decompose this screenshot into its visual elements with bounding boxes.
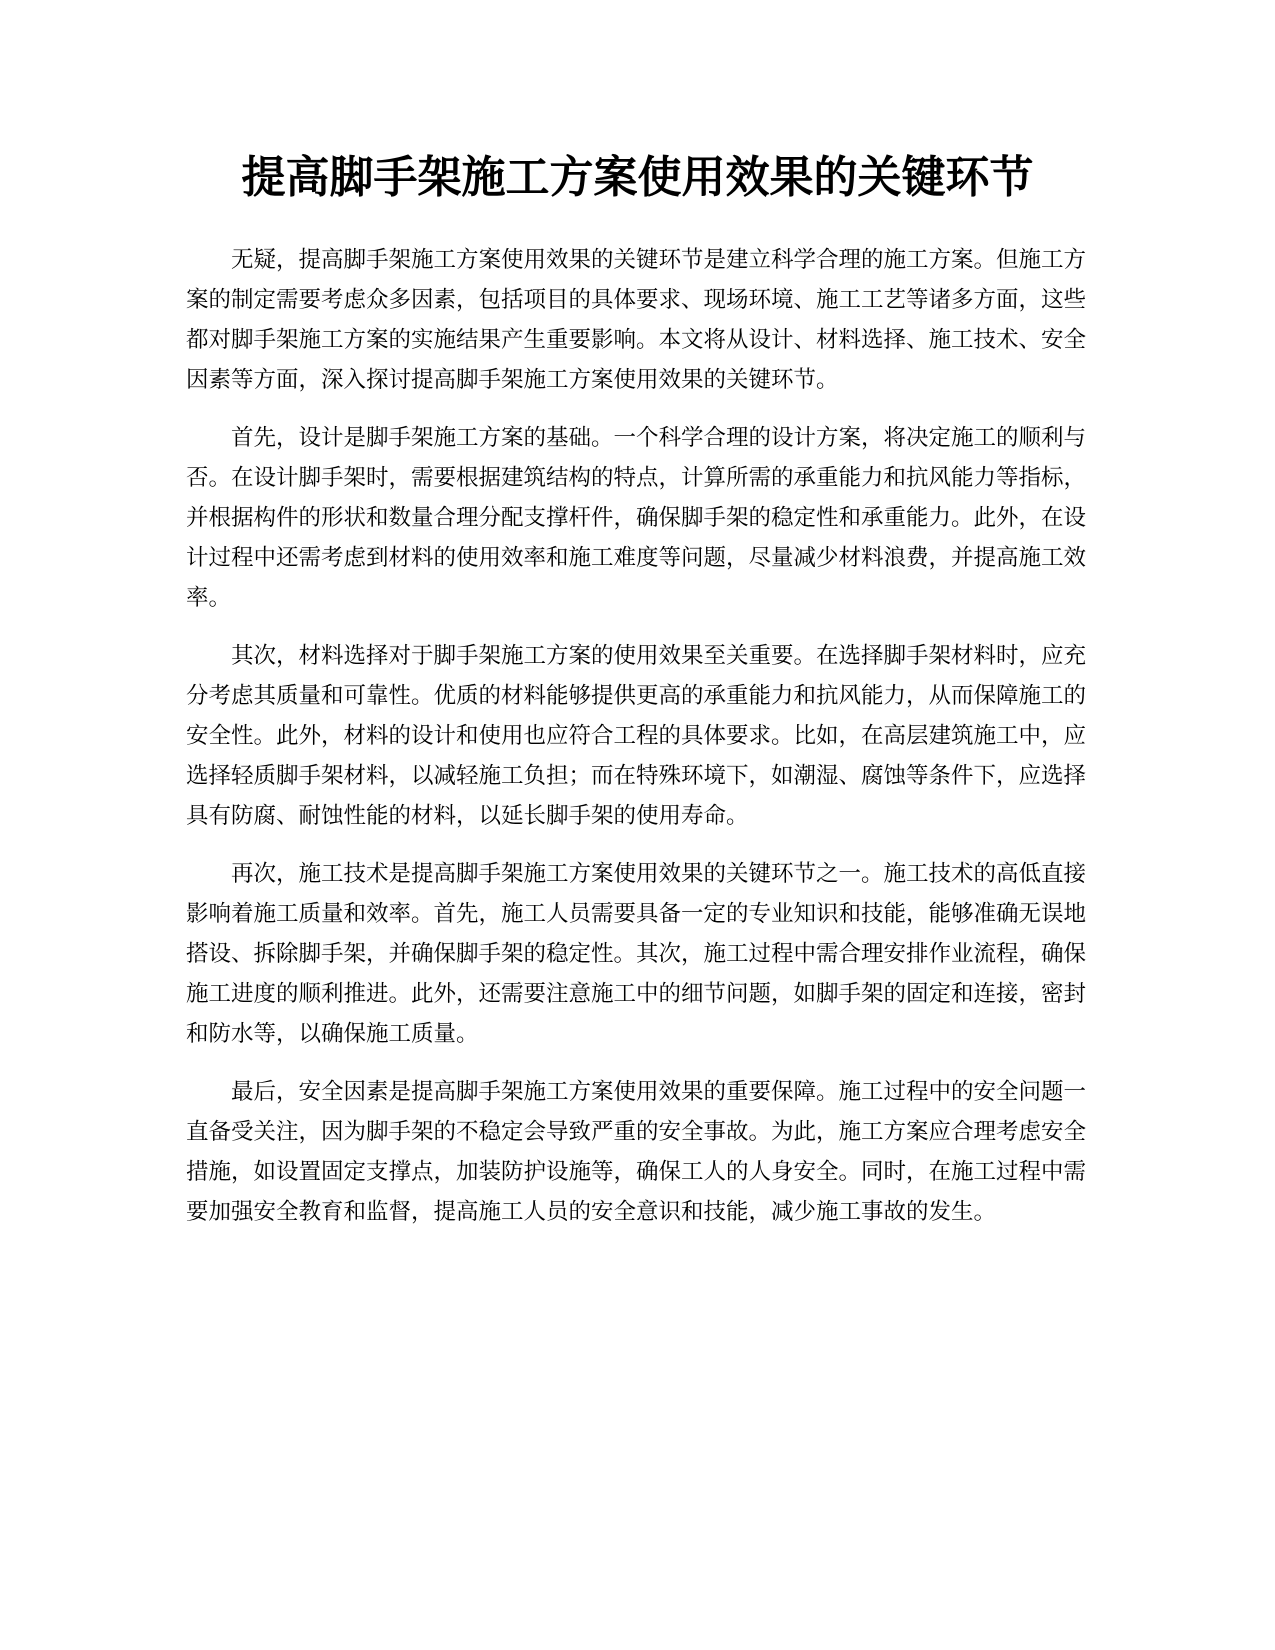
- document-title: 提高脚手架施工方案使用效果的关键环节: [241, 152, 1034, 203]
- document-body: [186, 240, 1086, 1250]
- paragraph-materials: 其次，材料选择对于脚手架施工方案的使用效果至关重要。在选择脚手架材料时，应充分考虑其质量和可靠性。优质的材料能够提供更高的承重能力和抗风能力，从而保障施工的安全性。此外，材料的设计和使用也应符合工程的具体要求。比如，在高层建筑施工中，应选择轻质脚手架材料，以减轻施工负担；而在特殊环境下，如潮湿、腐蚀等条件下，应选择具有防腐、耐蚀性能的材料，以延长脚手架的使用寿命。: [186, 643, 1087, 829]
- paragraph-safety: 最后，安全因素是提高脚手架施工方案使用效果的重要保障。施工过程中的安全问题一直备受关注，因为脚手架的不稳定会导致严重的安全事故。为此，施工方案应合理考虑安全措施，如设置固定支撑点，加装防护设施等，确保工人的人身安全。同时，在施工过程中需要加强安全教育和监督，提高施工人员的安全意识和技能，减少施工事故的发生。: [186, 1079, 1087, 1225]
- paragraph-technique: 再次，施工技术是提高脚手架施工方案使用效果的关键环节之一。施工技术的高低直接影响着施工质量和效率。首先，施工人员需要具备一定的专业知识和技能，能够准确无误地搭设、拆除脚手架，并确保脚手架的稳定性。其次，施工过程中需合理安排作业流程，确保施工进度的顺利推进。此外，还需要注意施工中的细节问题，如脚手架的固定和连接，密封和防水等，以确保施工质量。: [186, 861, 1087, 1047]
- paragraph-design: 首先，设计是脚手架施工方案的基础。一个科学合理的设计方案，将决定施工的顺利与否。在设计脚手架时，需要根据建筑结构的特点，计算所需的承重能力和抗风能力等指标，并根据构件的形状和数量合理分配支撑杆件，确保脚手架的稳定性和承重能力。此外，在设计过程中还需考虑到材料的使用效率和施工难度等问题，尽量减少材料浪费，并提高施工效率。: [186, 425, 1087, 611]
- paragraph-intro: 无疑，提高脚手架施工方案使用效果的关键环节是建立科学合理的施工方案。但施工方案的制定需要考虑众多因素，包括项目的具体要求、现场环境、施工工艺等诸多方面，这些都对脚手架施工方案的实施结果产生重要影响。本文将从设计、材料选择、施工技术、安全因素等方面，深入探讨提高脚手架施工方案使用效果的关键环节。: [186, 247, 1087, 393]
